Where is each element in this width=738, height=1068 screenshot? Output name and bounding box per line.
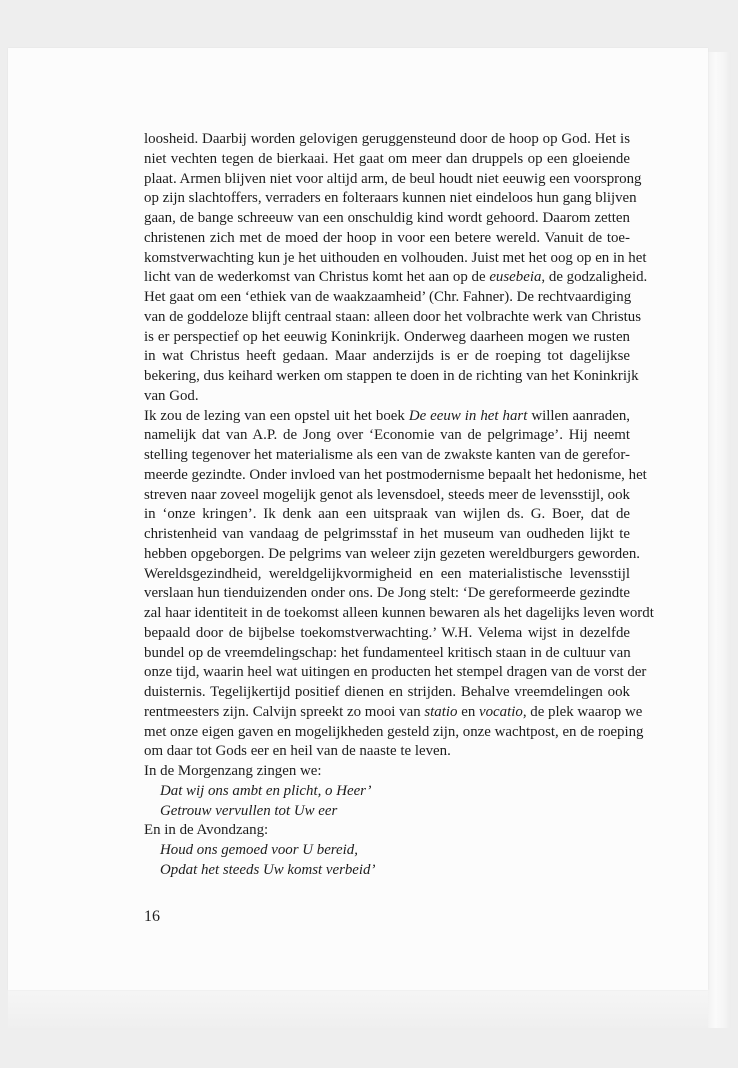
text-line: Wereldsgezindheid, wereldgelijkvormigheid en een materialistische levensstijl [144, 565, 630, 582]
text-line: loosheid. Daarbij worden gelovigen geruggensteund door de hoop op God. Het is [144, 131, 630, 147]
text-line: gaan, de bange schreeuw van een onschuldig kind wordt gehoord. Daarom zetten [144, 210, 630, 226]
italic-term: statio [424, 703, 458, 720]
text-line: bekering, dus keihard werken om stappen te doen in de richting van het Koninkrijk [144, 368, 639, 384]
text-line: verslaan hun tienduizenden onder ons. De Jong stelt: ‘De gereformeerde gezindte [144, 585, 630, 602]
page-number: 16 [144, 908, 160, 925]
text-line: om daar tot Gods eer en heil van de naaste te leven. [144, 743, 451, 760]
text-line: christenheid van vandaag de pelgrimsstaf in het museum van oudheden lijkt te [144, 526, 630, 542]
text-line: Het gaat om een ‘ethiek van de waakzaamheid’ (Chr. Fahner). De rechtvaardiging [144, 289, 632, 305]
text-line: hebben opgeborgen. De pelgrims van weleer zijn gezeten wereldburgers geworden. [144, 545, 641, 562]
text-line: licht van de wederkomst van Christus komt het aan op de eusebeia, de godzaligheid. [144, 269, 648, 286]
text-line: namelijk dat van A.P. de Jong over ‘Economie van de pelgrimage’. Hij neemt [144, 427, 630, 444]
verse-line: Dat wij ons ambt en plicht, o Heer’ [160, 782, 372, 799]
text-line: zal haar identiteit in de toekomst alleen kunnen bewaren als het dagelijks leven wordt [144, 605, 654, 621]
text-line: christenen zich met de moed der hoop in voor een betere wereld. Vanuit de toe- [144, 229, 630, 246]
text-line: bundel op de vreemdelingschap: het fundamenteel kritisch staan in de cultuur van [144, 644, 631, 661]
verse-line: Getrouw vervullen tot Uw eer [160, 802, 338, 819]
text-line: bepaald door de bijbelse toekomstverwachting.’ W.H. Velema wijst in dezelfde [144, 624, 630, 641]
italic-term: vocatio [478, 703, 523, 720]
book-title: De eeuw in het hart [408, 407, 528, 424]
text-line: niet vechten tegen de bierkaai. Het gaat om meer dan druppels op een gloeiende [144, 150, 630, 167]
text-line: van God. [144, 387, 199, 404]
text-line: streven naar zoveel mogelijk genot als levensdoel, steeds meer de levensstijl, ook [144, 486, 630, 503]
text-line: En in de Avondzang: [144, 822, 269, 839]
verse-line: Opdat het steeds Uw komst verbeid’ [160, 861, 376, 878]
text-line: komstverwachting kun je het uithouden en volhouden. Juist met het oog op en in het [144, 249, 647, 266]
text-line: plaat. Armen blijven niet voor altijd arm, de beul houdt niet eeuwig een voorsprong [144, 170, 642, 187]
text-line: in ‘onze kringen’. Ik denk aan een uitspraak van wijlen ds. G. Boer, dat de [144, 506, 630, 523]
text-line: meerde gezindte. Onder invloed van het postmodernisme bepaalt het hedonisme, het [144, 466, 647, 483]
body-text [144, 130, 654, 881]
text-line: van de goddeloze blijft centraal staan: alleen door het volbrachte werk van Christus [144, 308, 642, 325]
page-edge-right [706, 52, 731, 1028]
italic-term: eusebeia [489, 269, 542, 286]
text-line: in wat Christus heeft gedaan. Maar anderzijds is er de roeping tot dagelijkse [144, 348, 630, 365]
text-line: In de Morgenzang zingen we: [144, 763, 322, 779]
text-line: op zijn slachtoffers, verraders en folteraars kunnen niet eindeloos hun gang blijven [144, 190, 637, 207]
text-line: stelling tegenover het materialisme als een van de zwakste kanten van de gerefor- [144, 447, 630, 463]
text-line: onze tijd, waarin heel wat uitingen en producten het stempel dragen van de vorst der [144, 664, 647, 681]
verse-line: Houd ons gemoed voor U bereid, [160, 842, 358, 858]
text-line: met onze eigen gaven en mogelijkheden gesteld zijn, onze wachtpost, en de roeping [144, 723, 644, 740]
text-line: is er perspectief op het eeuwig Koninkrijk. Onderweg daarheen mogen we rusten [144, 328, 630, 345]
text-line: rentmeesters zijn. Calvijn spreekt zo mooi van statio en vocatio, de plek waarop we [144, 703, 643, 720]
text-line: Ik zou de lezing van een opstel uit het boek De eeuw in het hart willen aanraden, [144, 407, 630, 424]
page-edge-bottom [8, 988, 708, 1028]
text-line: duisternis. Tegelijkertijd positief dienen en strijden. Behalve vreemdelingen ook [144, 684, 630, 700]
